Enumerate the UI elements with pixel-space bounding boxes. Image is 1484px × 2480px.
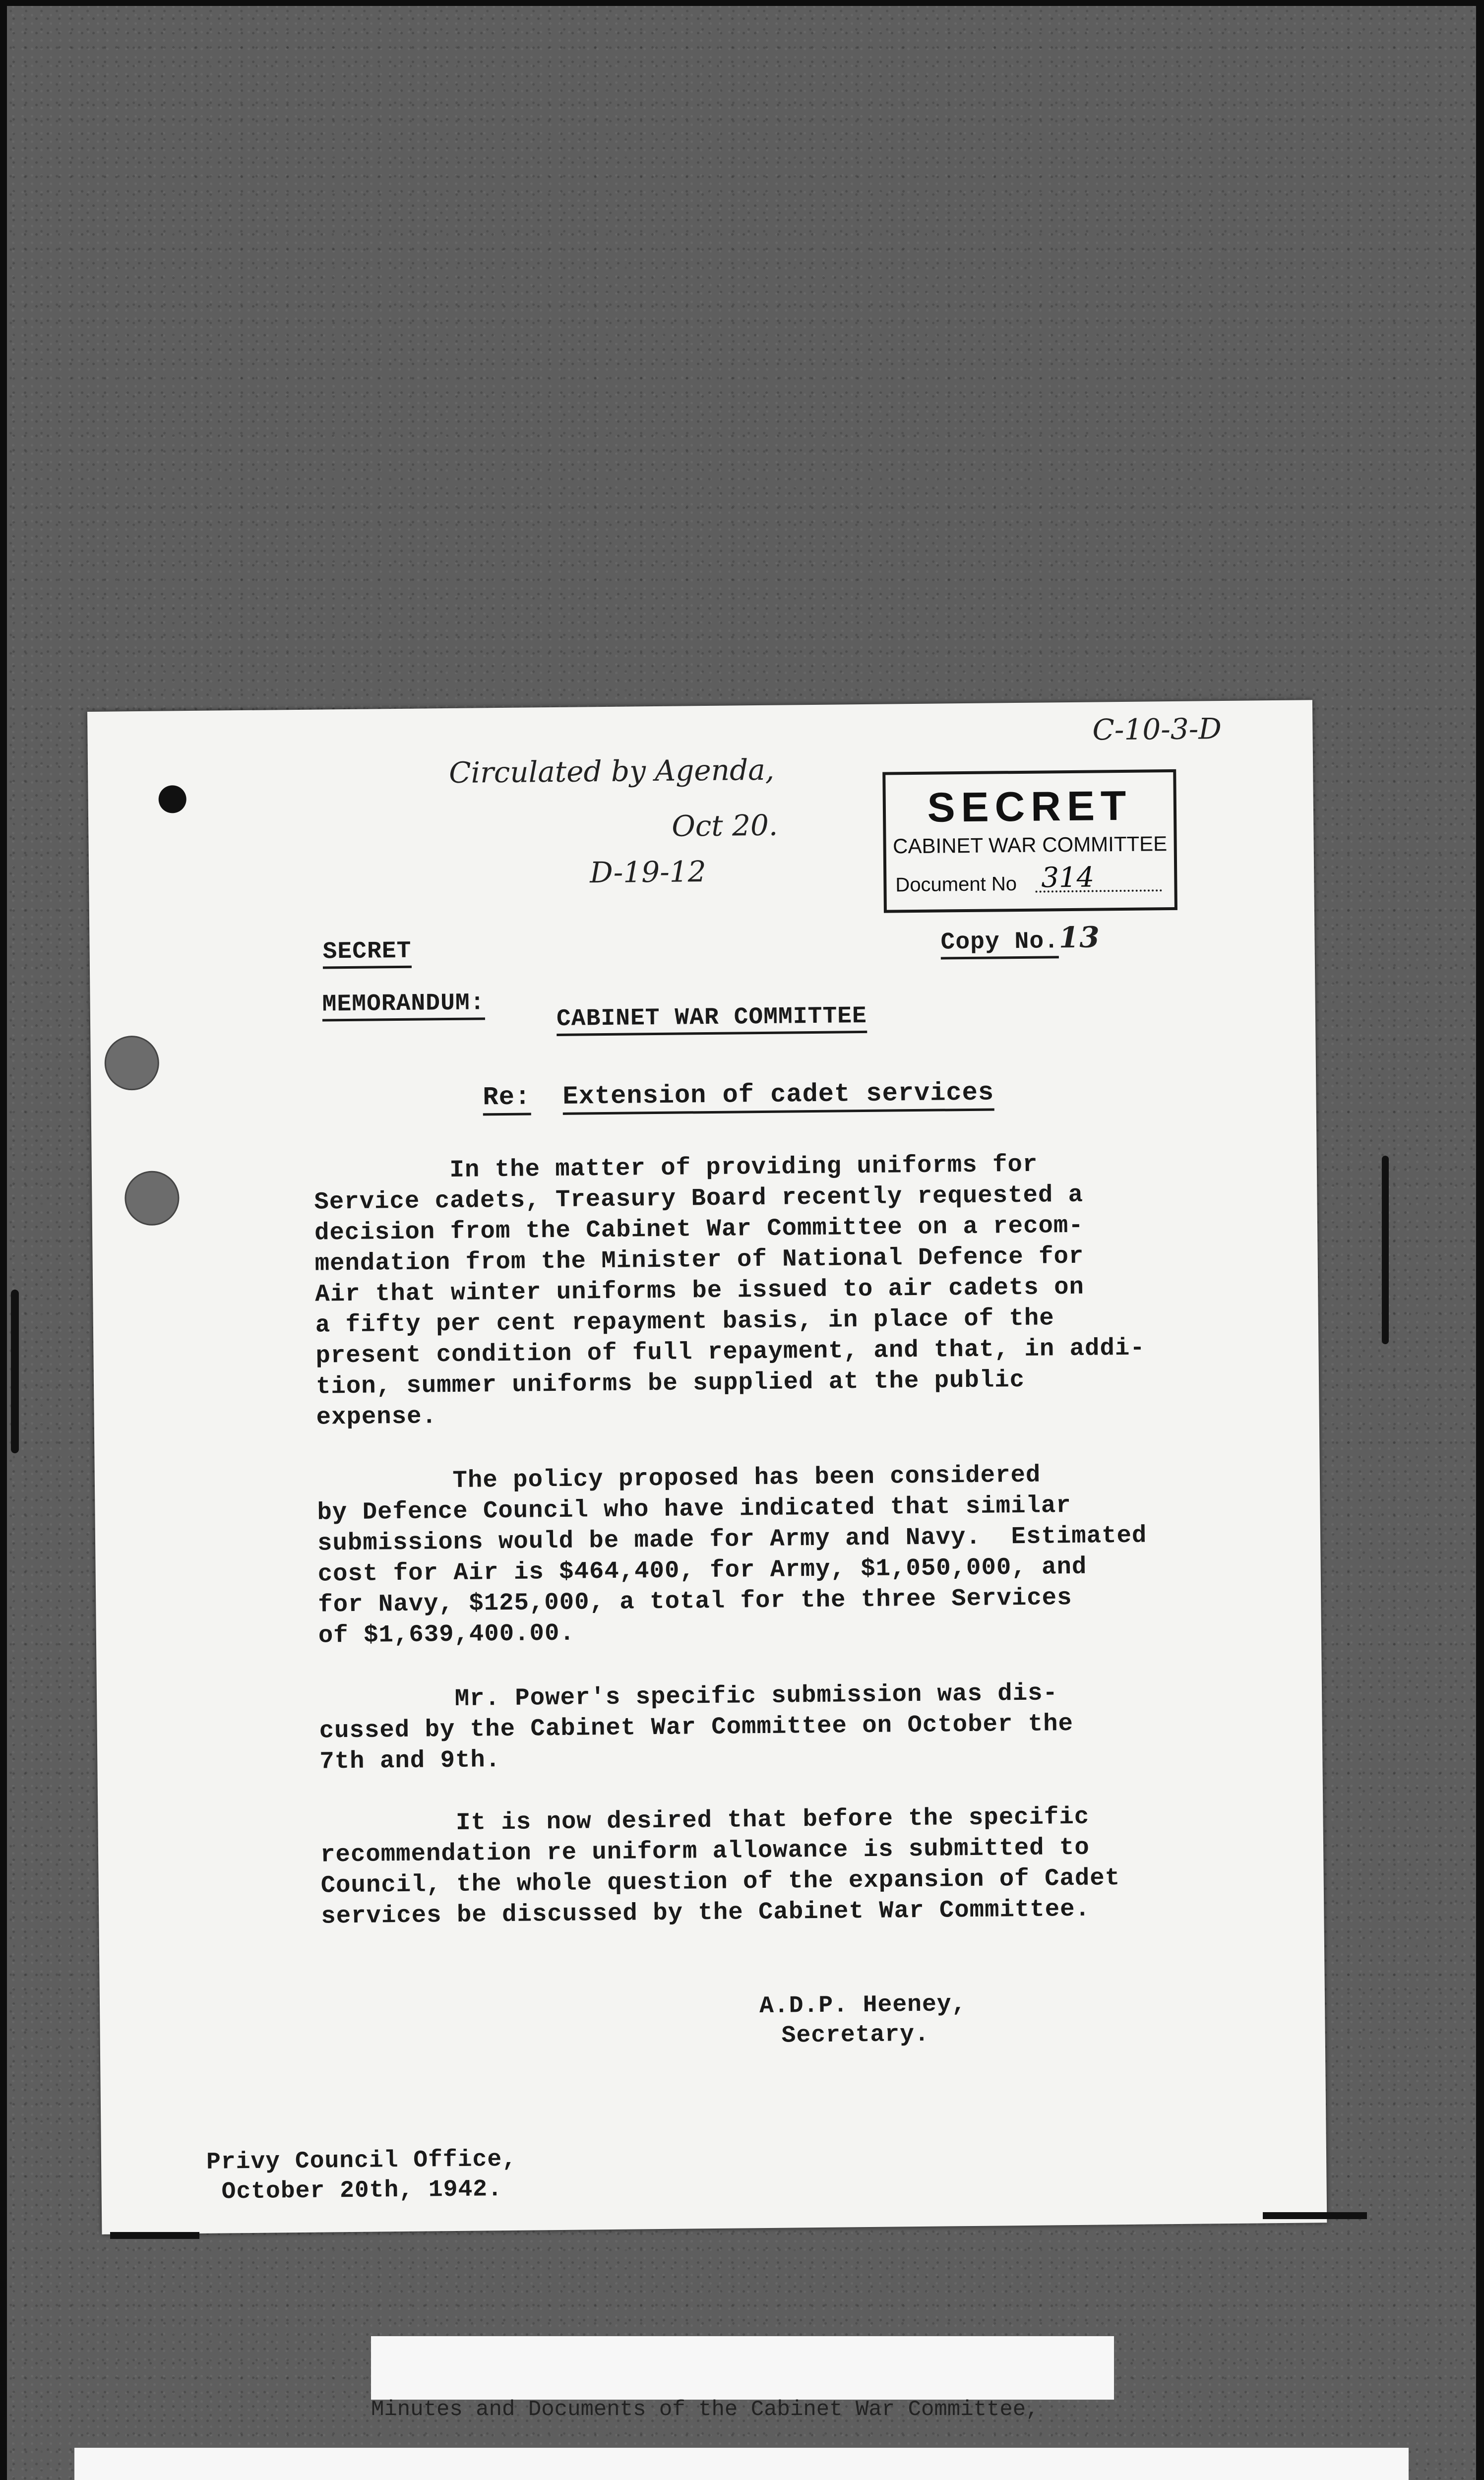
subject-text: Extension of cadet services (562, 1078, 994, 1115)
origin-office: Privy Council Office, (206, 2146, 517, 2176)
film-frame-left (0, 0, 7, 2480)
punch-hole-upper (104, 1036, 159, 1091)
edge-mark-left (11, 1290, 19, 1453)
copy-number-line (940, 920, 1100, 956)
body-paragraph-1: In the matter of providing uniforms for Service cadets, Treasury Board recently requested a decision from the Cabinet War Committee on a recom- mendation from the Minister of National Defence for Air that winter uniforms be issued to air cadets on a fifty per cent repayment basis, in place of the present condition of full repayment, and that, in addi- tion, summer uniforms be supplied at the public expense. (313, 1150, 1145, 1431)
document-page (87, 700, 1327, 2234)
body-paragraph-3: Mr. Power's specific submission was dis- cussed by the Cabinet War Committee on October the 7th and 9th. (318, 1679, 1074, 1776)
circulated-note: Circulated by Agenda, (448, 752, 775, 790)
subject-prefix: Re: (483, 1082, 531, 1116)
stamp-document-number: 314 (1041, 861, 1095, 894)
subject-line (483, 1078, 994, 1112)
punch-hole-lower (124, 1171, 180, 1226)
signature-name: A.D.P. Heeney, (759, 1991, 967, 2020)
classification-heading: SECRET (322, 938, 411, 969)
stamp-committee: CABINET WAR COMMITTEE (892, 832, 1168, 858)
memorandum-label: MEMORANDUM: (322, 990, 485, 1021)
caption-line-1: Minutes and Documents of the Cabinet War Committee, (371, 2397, 1039, 2422)
secret-stamp (882, 769, 1177, 913)
stamp-document-label: Document No (895, 873, 1017, 896)
film-frame-right (1476, 0, 1484, 2480)
body-paragraph-4: It is now desired that before the specific recommendation re uniform allowance is submitted to Council, the whole question of the expansion of Cadet services be discussed by the Cabinet War Committee. (320, 1802, 1120, 1930)
sheet-edge-shadow-left (110, 2232, 199, 2239)
stamp-title: SECRET (927, 782, 1132, 831)
date-note: Oct 20. (671, 808, 778, 843)
copy-label: Copy No. (940, 928, 1059, 959)
edge-mark-right (1382, 1156, 1389, 1344)
punch-mark (158, 785, 186, 813)
archive-caption (371, 2336, 1114, 2422)
archive-label-strip (74, 2448, 1409, 2480)
addressee-heading: CABINET WAR COMMITTEE (556, 1003, 867, 1036)
origin-date: October 20th, 1942. (221, 2176, 503, 2206)
body-paragraph-2: The policy proposed has been considered by Defence Council who have indicated that similar submissions would be made for Army and Navy. Estimated cost for Air is $464,400, for Army, $1,050,000, and for Navy, $125,000, a total for the three Services of $1,639,400.00. (316, 1461, 1147, 1650)
sheet-edge-shadow-right (1263, 2212, 1367, 2219)
reference-note: D-19-12 (589, 855, 706, 890)
film-frame-top (0, 0, 1484, 6)
file-reference-handwritten: C-10-3-D (1092, 712, 1222, 747)
signature-title: Secretary. (781, 2021, 929, 2049)
copy-number: 13 (1058, 920, 1100, 955)
